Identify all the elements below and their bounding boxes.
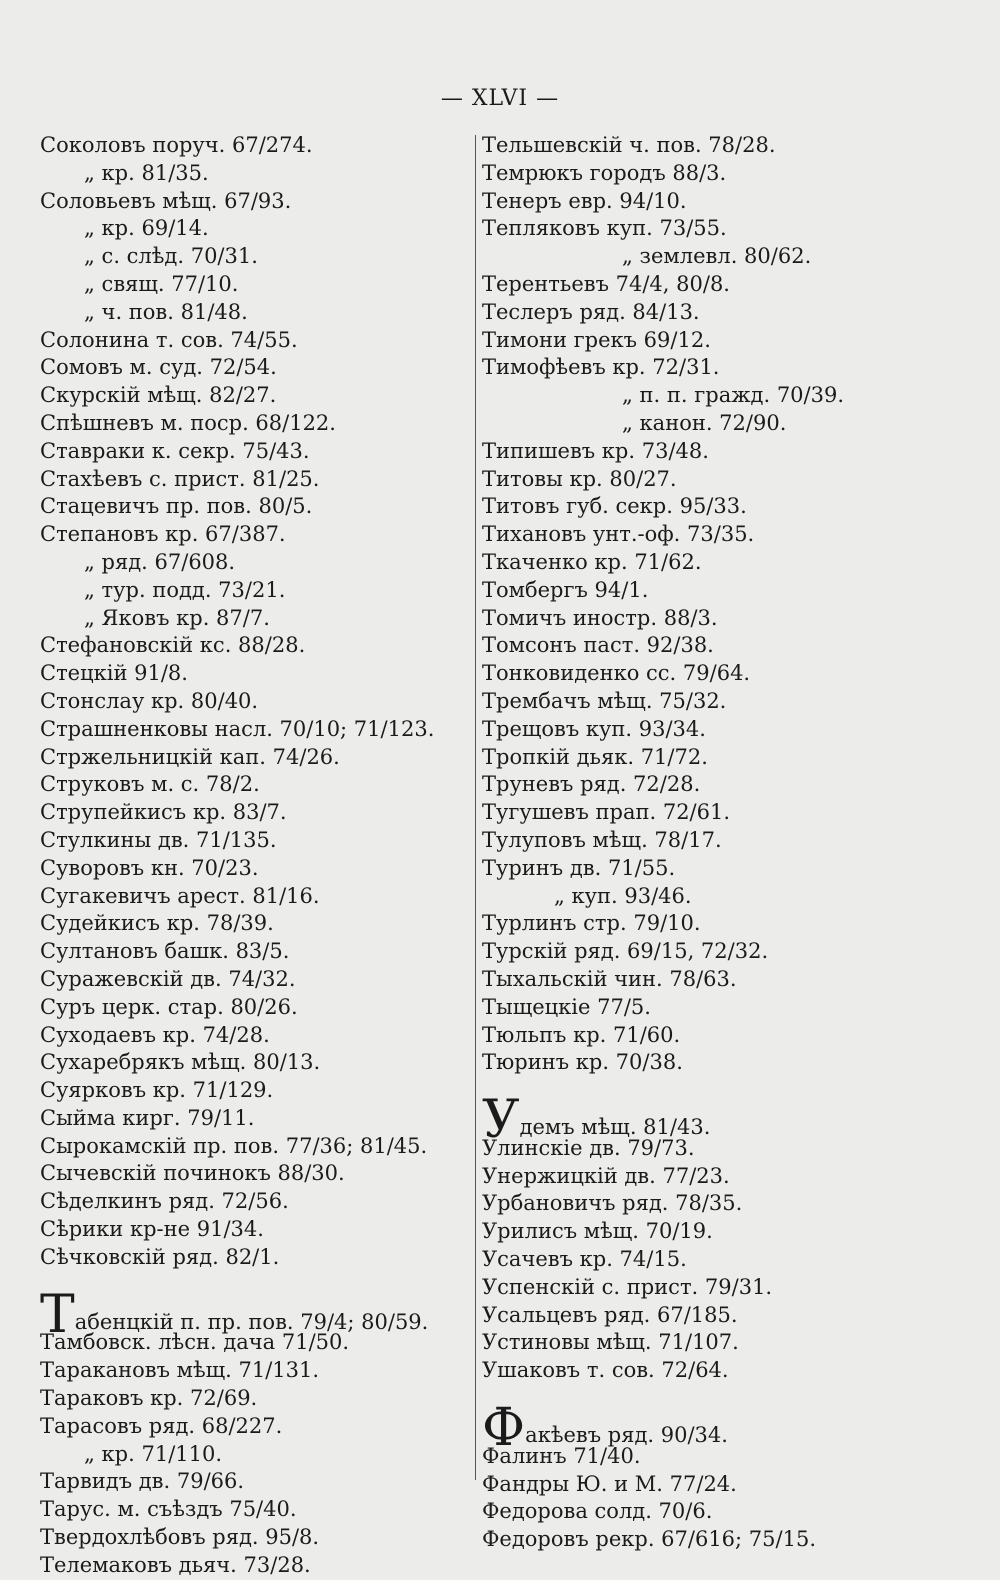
index-entry [482, 938, 952, 966]
index-entry [40, 438, 470, 466]
entry-text: Струпейкисъ кр. 83/7. [40, 800, 287, 825]
index-entry [482, 883, 952, 911]
index-entry [482, 1526, 952, 1554]
index-entry [40, 1216, 470, 1244]
entry-text: „ кр. 69/14. [84, 216, 209, 241]
entry-text: Суръ церк. стар. 80/26. [40, 994, 298, 1019]
index-entry [40, 855, 470, 883]
entry-text: Соловьевъ мѣщ. 67/93. [40, 188, 292, 213]
entry-text: Усальцевъ ряд. 67/185. [482, 1302, 738, 1327]
entry-text: „ Яковъ кр. 87/7. [84, 605, 270, 630]
entry-text: Стонслау кр. 80/40. [40, 688, 259, 713]
index-entry [40, 1357, 470, 1385]
index-entry [482, 910, 952, 938]
index-entry [482, 1471, 952, 1499]
entry-text: „ с. слѣд. 70/31. [84, 244, 258, 269]
entry-text: Типишевъ кр. 73/48. [482, 438, 709, 463]
entry-text: Сыйма кирг. 79/11. [40, 1105, 255, 1130]
index-entry [482, 716, 952, 744]
index-entry [40, 466, 470, 494]
index-entry [40, 327, 470, 355]
index-entry [482, 410, 952, 438]
entry-text: Успенскій с. прист. 79/31. [482, 1274, 773, 1299]
entry-text: Фалинъ 71/40. [482, 1443, 641, 1468]
entry-text: „ куп. 93/46. [554, 883, 692, 908]
entry-text: Тыхальскій чин. 78/63. [482, 966, 737, 991]
index-entry [482, 215, 952, 243]
index-entry [40, 160, 470, 188]
entry-text: Сѣрики кр-не 91/34. [40, 1217, 264, 1242]
index-entry [482, 1498, 952, 1526]
entry-text: Томичъ иностр. 88/3. [482, 605, 718, 630]
index-entry [482, 549, 952, 577]
index-entry [482, 688, 952, 716]
entry-text: „ кр. 81/35. [84, 160, 209, 185]
entry-text: Усачевъ кр. 74/15. [482, 1247, 687, 1272]
index-entry [482, 466, 952, 494]
index-entry [482, 271, 952, 299]
index-entry [40, 521, 470, 549]
index-entry [482, 966, 952, 994]
entry-text: Сухаребрякъ мѣщ. 80/13. [40, 1050, 321, 1075]
entry-text: „ ряд. 67/608. [84, 549, 236, 574]
entry-text: Стацевичъ пр. пов. 80/5. [40, 494, 313, 519]
index-entry [40, 716, 470, 744]
entry-text: Стулкины дв. 71/135. [40, 827, 277, 852]
index-entry [40, 688, 470, 716]
entry-text: Судейкисъ кр. 78/39. [40, 911, 274, 936]
index-entry [482, 1022, 952, 1050]
entry-text: Томбергъ 94/1. [482, 577, 649, 602]
entry-text: „ свящ. 77/10. [84, 271, 239, 296]
index-entry [482, 577, 952, 605]
index-entry [40, 799, 470, 827]
column-divider [475, 135, 476, 1480]
entry-text: Тюринъ кр. 70/38. [482, 1050, 683, 1075]
index-entry [40, 354, 470, 382]
index-entry [40, 1524, 470, 1552]
index-entry [40, 1441, 470, 1469]
entry-text: Страшненковы насл. 70/10; 71/123. [40, 716, 435, 741]
index-entry [482, 855, 952, 883]
entry-text: Титовы кр. 80/27. [482, 466, 677, 491]
entry-text: Ткаченко кр. 71/62. [482, 549, 702, 574]
entry-text: Сомовъ м. суд. 72/54. [40, 355, 277, 380]
entry-text: Терентьевъ 74/4, 80/8. [482, 271, 730, 296]
index-entry [40, 410, 470, 438]
entry-text: Устиновы мѣщ. 71/107. [482, 1330, 739, 1355]
index-entry [40, 883, 470, 911]
entry-text: Ушаковъ т. сов. 72/64. [482, 1358, 729, 1383]
index-entry [40, 1188, 470, 1216]
index-entry [482, 1246, 952, 1274]
entry-text: Суярковъ кр. 71/129. [40, 1078, 274, 1103]
index-entry [482, 1190, 952, 1218]
index-entry [40, 660, 470, 688]
entry-text: Ставраки к. секр. 75/43. [40, 438, 310, 463]
entry-text: Федорова солд. 70/6. [482, 1499, 713, 1524]
entry-text: Тихановъ унт.-оф. 73/35. [482, 522, 755, 547]
index-entry [40, 243, 470, 271]
index-entry [40, 632, 470, 660]
entry-text: Трембачъ мѣщ. 75/32. [482, 688, 727, 713]
entry-text: „ землевл. 80/62. [622, 244, 812, 269]
entry-text: Тыщецкіе 77/5. [482, 994, 651, 1019]
index-entry [482, 1163, 952, 1191]
index-entry [482, 243, 952, 271]
entry-text: абенцкій п. пр. пов. 79/4; 80/59. [74, 1309, 429, 1334]
entry-text: Унержицкій дв. 77/23. [482, 1163, 730, 1188]
index-entry [482, 1218, 952, 1246]
index-entry [482, 799, 952, 827]
index-entry [482, 1357, 952, 1385]
section-initial-letter: Т [40, 1284, 75, 1345]
right-column [482, 132, 952, 1554]
entry-text: Тенеръ евр. 94/10. [482, 188, 687, 213]
index-entry [40, 1077, 470, 1105]
index-entry [482, 493, 952, 521]
index-entry [40, 1049, 470, 1077]
index-entry [482, 744, 952, 772]
entry-text: Урилисъ мѣщ. 70/19. [482, 1219, 713, 1244]
entry-text: Тимофѣевъ кр. 72/31. [482, 355, 720, 380]
entry-text: Сѣделкинъ ряд. 72/56. [40, 1189, 289, 1214]
entry-text: акѣевъ ряд. 90/34. [525, 1423, 728, 1448]
entry-text: Соколовъ поруч. 67/274. [40, 133, 313, 157]
index-entry [40, 771, 470, 799]
entry-text: Тимони грекъ 69/12. [482, 327, 711, 352]
index-entry [482, 632, 952, 660]
entry-text: „ канон. 72/90. [622, 410, 787, 435]
entry-text: Степановъ кр. 67/387. [40, 522, 286, 547]
index-entry [40, 493, 470, 521]
entry-text: Стецкій 91/8. [40, 661, 188, 686]
index-entry [40, 271, 470, 299]
index-entry [40, 1552, 470, 1580]
entry-text: Фандры Ю. и М. 77/24. [482, 1471, 737, 1496]
entry-text: Урбановичъ ряд. 78/35. [482, 1191, 743, 1216]
index-entry [40, 215, 470, 243]
entry-text: Султановъ башк. 83/5. [40, 939, 290, 964]
entry-text: Федоровъ рекр. 67/616; 75/15. [482, 1527, 816, 1552]
entry-text: „ ч. пов. 81/48. [84, 299, 248, 324]
entry-text: Улинскіе дв. 79/73. [482, 1135, 695, 1160]
index-entry [40, 188, 470, 216]
entry-text: Струковъ м. с. 78/2. [40, 772, 260, 797]
entry-text: Титовъ губ. секр. 95/33. [482, 494, 747, 519]
index-entry [40, 966, 470, 994]
index-entry [40, 938, 470, 966]
entry-text: Суходаевъ кр. 74/28. [40, 1022, 270, 1047]
index-entry [482, 660, 952, 688]
index-entry [482, 1049, 952, 1077]
entry-text: Твердохлѣбовъ ряд. 95/8. [40, 1525, 320, 1550]
entry-text: Тропкій дьяк. 71/72. [482, 744, 708, 769]
entry-text: Тонковиденко сс. 79/64. [482, 661, 751, 686]
entry-text: Труневъ ряд. 72/28. [482, 772, 701, 797]
index-entry [40, 1133, 470, 1161]
index-entry [482, 605, 952, 633]
entry-text: Скурскій мѣщ. 82/27. [40, 383, 277, 408]
entry-text: Туринъ дв. 71/55. [482, 855, 676, 880]
entry-text: Тугушевъ прап. 72/61. [482, 800, 731, 825]
index-entry [40, 132, 470, 160]
index-entry [40, 1413, 470, 1441]
entry-text: Тарус. м. съѣздъ 75/40. [40, 1497, 297, 1522]
index-entry [482, 382, 952, 410]
index-entry [482, 1274, 952, 1302]
index-entry [482, 188, 952, 216]
entry-text: Сычевскій починокъ 88/30. [40, 1161, 345, 1186]
index-entry [482, 132, 952, 160]
left-column [40, 132, 470, 1580]
section-initial-letter: Ф [482, 1398, 526, 1459]
entry-text: Теслеръ ряд. 84/13. [482, 299, 700, 324]
entry-text: „ п. п. гражд. 70/39. [622, 383, 845, 408]
index-entry [482, 827, 952, 855]
entry-text: Тепляковъ куп. 73/55. [482, 216, 727, 241]
entry-text: Тельшевскій ч. пов. 78/28. [482, 133, 776, 157]
entry-text: Темрюкъ городъ 88/3. [482, 160, 727, 185]
index-entry [482, 354, 952, 382]
entry-text: демъ мѣщ. 81/43. [519, 1115, 711, 1140]
index-entry [482, 160, 952, 188]
entry-text: Стефановскій кс. 88/28. [40, 633, 306, 658]
index-entry [40, 910, 470, 938]
entry-text: Телемаковъ дьяч. 73/28. [40, 1552, 311, 1577]
index-entry [40, 605, 470, 633]
index-entry [482, 327, 952, 355]
entry-text: Трещовъ куп. 93/34. [482, 716, 706, 741]
entry-text: Тулуповъ мѣщ. 78/17. [482, 827, 722, 852]
entry-text: Суворовъ кн. 70/23. [40, 855, 259, 880]
index-entry [482, 521, 952, 549]
index-entry [40, 1105, 470, 1133]
index-entry [40, 744, 470, 772]
entry-text: Тараковъ кр. 72/69. [40, 1386, 258, 1411]
index-entry [482, 438, 952, 466]
index-entry [482, 1302, 952, 1330]
index-entry [482, 771, 952, 799]
index-entry [40, 1468, 470, 1496]
index-entry [40, 549, 470, 577]
index-entry [40, 1385, 470, 1413]
entry-text: Турскій ряд. 69/15, 72/32. [482, 939, 769, 964]
entry-text: „ кр. 71/110. [84, 1441, 223, 1466]
entry-text: „ тур. подд. 73/21. [84, 577, 286, 602]
index-entry [40, 994, 470, 1022]
index-entry [40, 1022, 470, 1050]
entry-text: Тарвидъ дв. 79/66. [40, 1469, 245, 1494]
entry-text: Суражевскій дв. 74/32. [40, 966, 296, 991]
index-entry [40, 299, 470, 327]
index-entry [482, 1135, 952, 1163]
entry-text: Сѣчковскій ряд. 82/1. [40, 1244, 280, 1269]
index-entry [40, 1244, 470, 1272]
entry-text: Сырокамскій пр. пов. 77/36; 81/45. [40, 1133, 428, 1158]
index-entry [482, 299, 952, 327]
index-entry [40, 577, 470, 605]
index-entry [482, 1329, 952, 1357]
entry-text: Тамбовск. лѣсн. дача 71/50. [40, 1330, 350, 1355]
index-entry [40, 1496, 470, 1524]
entry-text: Стахѣевъ с. прист. 81/25. [40, 466, 320, 491]
entry-text: Тюльпъ кр. 71/60. [482, 1022, 681, 1047]
section-initial-letter: У [482, 1090, 520, 1151]
index-entry [482, 994, 952, 1022]
entry-text: Таракановъ мѣщ. 71/131. [40, 1358, 320, 1383]
entry-text: Солонина т. сов. 74/55. [40, 327, 298, 352]
index-entry [40, 1160, 470, 1188]
entry-text: Турлинъ стр. 79/10. [482, 911, 701, 936]
entry-text: Тарасовъ ряд. 68/227. [40, 1413, 283, 1438]
index-entry [40, 827, 470, 855]
index-entry [40, 382, 470, 410]
entry-text: Стржельницкій кап. 74/26. [40, 744, 340, 769]
entry-text: Спѣшневъ м. поср. 68/122. [40, 410, 336, 435]
entry-text: Сугакевичъ арест. 81/16. [40, 883, 320, 908]
page-header: — XLVI — [440, 86, 560, 111]
entry-text: Томсонъ паст. 92/38. [482, 633, 714, 658]
